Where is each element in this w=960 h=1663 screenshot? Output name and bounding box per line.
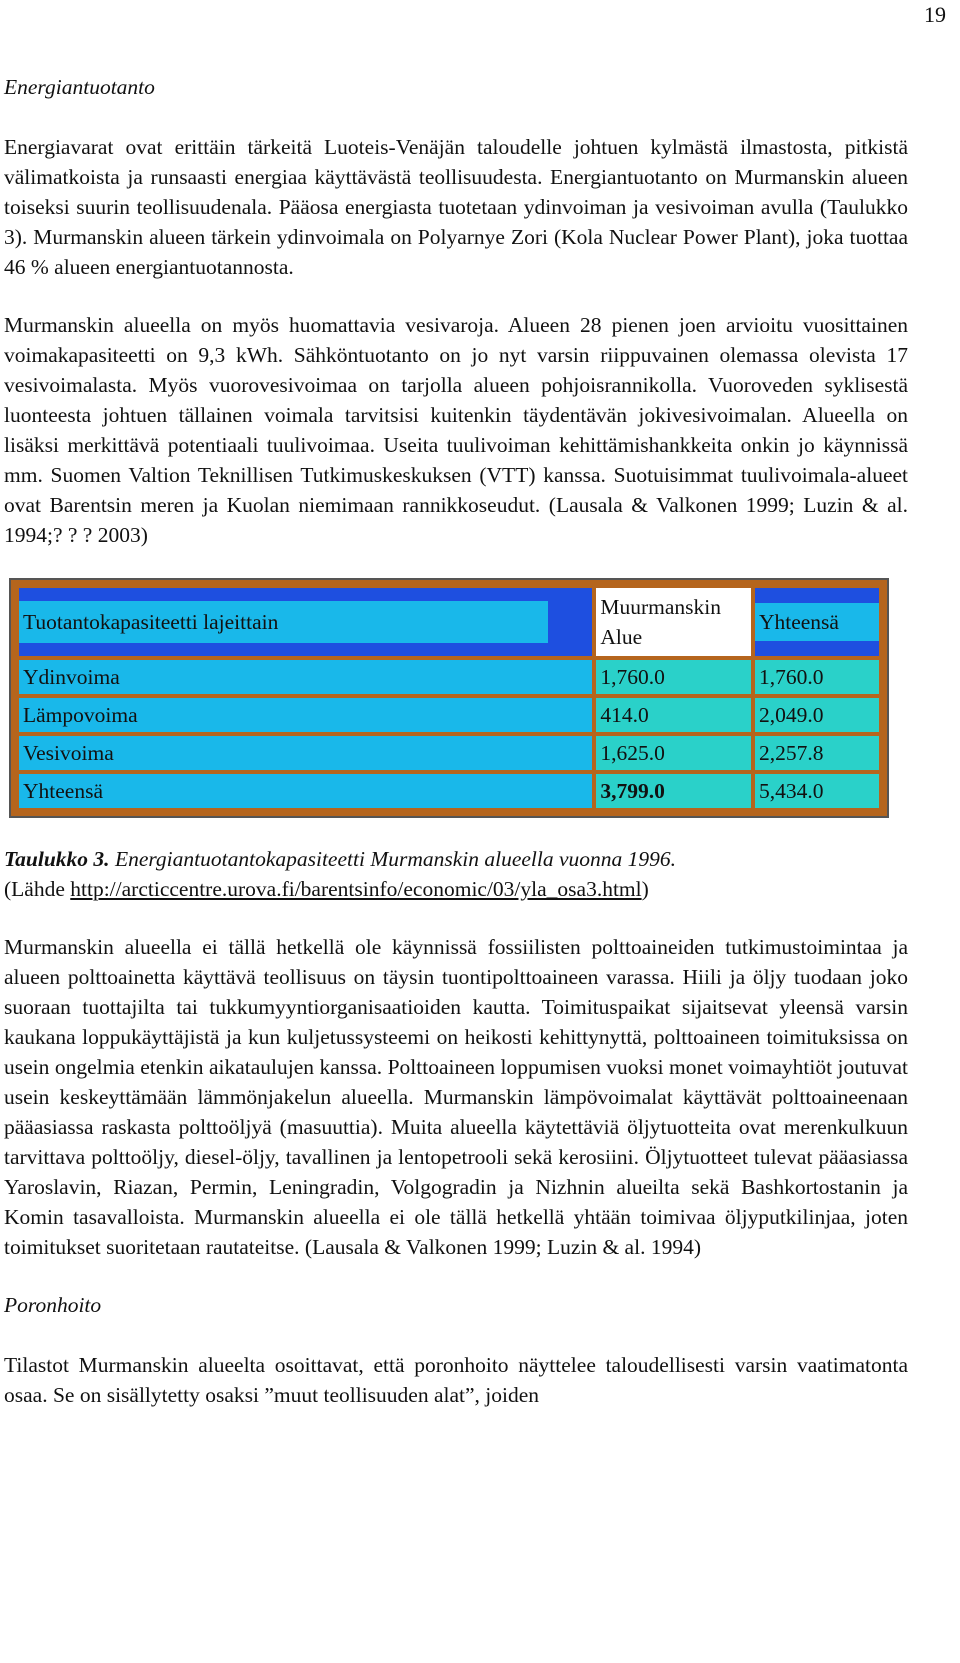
caption-source-suffix: ) bbox=[641, 877, 649, 901]
caption-source-link[interactable]: http://arcticcentre.urova.fi/barentsinfo/economic/03/yla_osa3.html bbox=[70, 877, 642, 901]
caption-text: Energiantuotantokapasiteetti Murmanskin alueella vuonna 1996. bbox=[114, 847, 677, 871]
paragraph-energy-resources: Energiavarat ovat erittäin tärkeitä Luoteis-Venäjän taloudelle johtuen kylmästä ilmastosta, pitkistä välimatkoista ja runsaasti energiaa käyttävästä teollisuudesta. Energiantuotanto on Murmanskin alueen toiseksi suurin teollisuudenala. Pääosa energiasta tuotetaan ydinvoiman ja vesivoiman avulla (Taulukko 3). Murmanskin alueen tärkein ydinvoimala on Polyarnye Zori (Kola Nuclear Power Plant), joka tuottaa 46 % alueen energiantuotannosta. bbox=[4, 135, 908, 279]
caption-label: Taulukko 3. bbox=[4, 847, 110, 871]
row-alue-value: 414.0 bbox=[596, 698, 751, 732]
row-label: Ydinvoima bbox=[19, 660, 592, 694]
table-row bbox=[19, 698, 879, 732]
row-total-value: 2,257.8 bbox=[755, 736, 879, 770]
section-heading-energiantuotanto: Energiantuotanto bbox=[4, 75, 155, 99]
row-total-value: 2,049.0 bbox=[755, 698, 879, 732]
table-header-alue: Muurmanskin Alue bbox=[596, 588, 751, 656]
document-body bbox=[4, 72, 908, 1410]
page-number: 19 bbox=[924, 2, 946, 27]
row-label: Vesivoima bbox=[19, 736, 592, 770]
table-header-row bbox=[19, 588, 879, 656]
table-header-total: Yhteensä bbox=[755, 603, 879, 641]
row-label: Lämpovoima bbox=[19, 698, 592, 732]
paragraph-reindeer: Tilastot Murmanskin alueelta osoittavat, että poronhoito näyttelee taloudellisesti varsin vaatimatonta osaa. Se on sisällytetty osaksi ”muut teollisuuden alat”, joiden bbox=[4, 1353, 908, 1407]
row-alue-value: 3,799.0 bbox=[596, 774, 751, 808]
caption-source-prefix: (Lähde bbox=[4, 877, 71, 901]
row-alue-value: 1,625.0 bbox=[596, 736, 751, 770]
row-total-value: 5,434.0 bbox=[755, 774, 879, 808]
capacity-table-frame bbox=[9, 578, 889, 818]
table-row bbox=[19, 736, 879, 770]
paragraph-water-resources: Murmanskin alueella on myös huomattavia vesivaroja. Alueen 28 pienen joen arvioitu vuosittainen voimakapasiteetti on 9,3 kWh. Sähköntuotanto on jo nyt varsin riippuvainen olemassa olevista 17 vesivoimalasta. Myös vuorovesivoimaa on tarjolla alueen pohjoisrannikolla. Vuoroveden syklisestä luonteesta johtuen tällainen voimala tarvitsisi kuitenkin täydentävän jokivesivoimalan. Alueella on lisäksi merkittävä potentiaali tuulivoimaa. Useita tuulivoiman kehittämishankkeita onkin jo käynnissä mm. Suomen Valtion Teknillisen Tutkimuskeskuksen (VTT) kanssa. Suotuisimmat tuulivoimala-alueet ovat Barentsin meren ja Kuolan niemimaan rannikkoseudut. (Lausala & Valkonen 1999; Luzin & al. 1994;? ? ? 2003) bbox=[4, 313, 908, 547]
row-alue-value: 1,760.0 bbox=[596, 660, 751, 694]
table-header-label: Tuotantokapasiteetti lajeittain bbox=[19, 601, 548, 643]
table-row-total bbox=[19, 774, 879, 808]
row-label: Yhteensä bbox=[19, 774, 592, 808]
table-row bbox=[19, 660, 879, 694]
capacity-table bbox=[15, 584, 883, 812]
section-heading-poronhoito: Poronhoito bbox=[4, 1293, 102, 1317]
paragraph-fossil-fuels: Murmanskin alueella ei tällä hetkellä ole käynnissä fossiilisten polttoaineiden tutkimustoimintaa ja alueen polttoainetta käyttävä teollisuus on täysin tuontipolttoaineen varassa. Hiili ja öljy tuodaan joko suoraan tuottajilta tai tukkumyyntiorganisaatioiden kautta. Toimituspaikat sijaitsevat yleensä varsin kaukana loppukäyttäjistä ja kun kuljetussysteemi on heikosti kehittynyttä, polttoaineen toimituksissa on usein ongelmia etenkin aikataulujen kanssa. Polttoaineen loppumisen vuoksi monet voimayhtiöt joutuvat usein keskeyttämään lämmönjakelun alueella. Murmanskin lämpövoimalat käyttävät polttoaineenaan pääasiassa raskasta polttoöljyä (masuuttia). Muita alueella käytettäviä öljytuotteita ovat merenkulkuun tarvittava polttoöljy, diesel-öljy, tavallinen ja lentopetrooli sekä kerosiini. Öljytuotteet tulevat pääasiassa Yaroslavin, Riazan, Permin, Leningradin, Volgogradin ja Nizhnin alueilta sekä Bashkortostanin ja Komin tasavalloista. Murmanskin alueella ei ole tällä hetkellä yhtään toimivaa öljyputkilinjaa, joten toimitukset suoritetaan rautateitse. (Lausala & Valkonen 1999; Luzin & al. 1994) bbox=[4, 935, 908, 1259]
table-caption bbox=[4, 844, 908, 904]
row-total-value: 1,760.0 bbox=[755, 660, 879, 694]
